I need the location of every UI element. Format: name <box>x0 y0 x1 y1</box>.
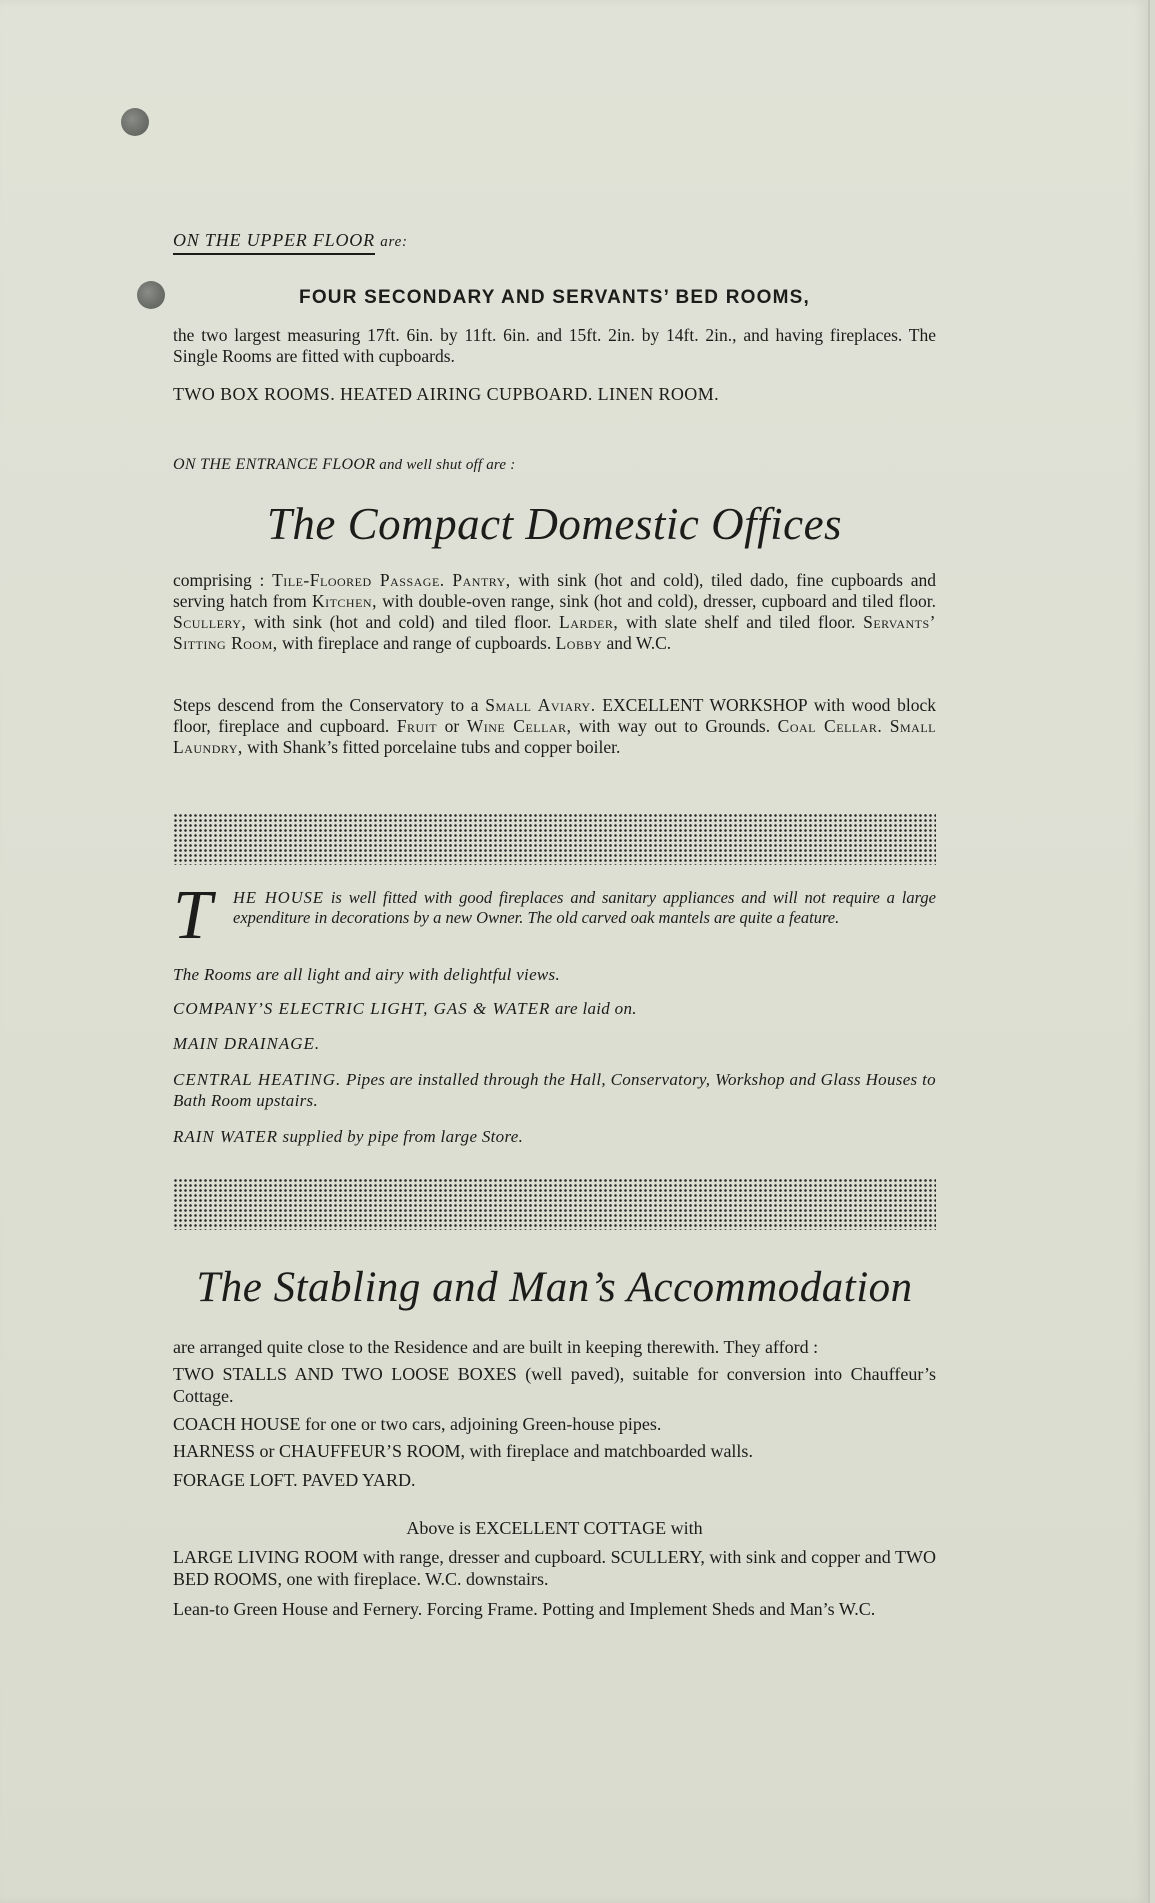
domestic-offices-title: The Compact Domestic Offices <box>266 499 843 549</box>
drop-cap: T <box>173 877 212 954</box>
main-drainage-line: MAIN DRAINAGE. <box>173 1034 321 1053</box>
punch-hole-middle <box>137 281 165 309</box>
bedrooms-description: the two largest measuring 17ft. 6in. by 11ft. 6in. and 15ft. 2in. by 14ft. 2in., and having fireplaces. The Single Rooms are fitted with cupboards. <box>173 325 936 366</box>
entrance-floor-heading: ON THE ENTRANCE FLOOR and well shut off are : <box>173 456 516 473</box>
stalls-line: TWO STALLS AND TWO LOOSE BOXES (well paved), suitable for conversion into Chauffeur’s Cottage. <box>173 1364 936 1406</box>
harness-room-line: HARNESS or CHAUFFEUR’S ROOM, with fireplace and matchboarded walls. <box>173 1441 753 1461</box>
dotted-divider-2 <box>173 1178 936 1230</box>
forage-loft-line: FORAGE LOFT. PAVED YARD. <box>173 1470 416 1490</box>
house-intro-paragraph: HE HOUSE is well fitted with good fireplaces and sanitary appliances and will not require a large expenditure in decorations by a new Owner. The old carved oak mantels are quite a feature. <box>233 888 936 927</box>
dotted-divider-1 <box>173 813 936 865</box>
cottage-description: LARGE LIVING ROOM with range, dresser and cupboard. SCULLERY, with sink and copper and TWO BED ROOMS, one with fireplace. W.C. downstairs. <box>173 1547 936 1589</box>
upper-floor-heading: ON THE UPPER FLOOR are: <box>173 230 936 251</box>
cottage-heading: Above is EXCELLENT COTTAGE with <box>406 1518 703 1538</box>
rain-water-line: RAIN WATER supplied by pipe from large Store. <box>173 1127 524 1146</box>
stabling-title: The Stabling and Man’s Accommodation <box>196 1264 913 1311</box>
electric-gas-water-line: COMPANY’S ELECTRIC LIGHT, GAS & WATER are laid on. <box>173 999 637 1018</box>
workshop-cellars-description: Steps descend from the Conservatory to a Small Aviary. EXCELLENT WORKSHOP with wood block floor, fireplace and cupboard. Fruit or Wine Cellar, with way out to Grounds. Coal Cellar. Small Laundry, with Shank’s fitted porcelaine tubs and copper boiler. <box>173 695 937 757</box>
coach-house-line: COACH HOUSE for one or two cars, adjoining Green-house pipes. <box>173 1414 662 1434</box>
upper-rooms-line: TWO BOX ROOMS. HEATED AIRING CUPBOARD. LINEN ROOM. <box>173 384 720 404</box>
central-heating-line: CENTRAL HEATING. Pipes are installed through the Hall, Conservatory, Workshop and Glass Houses to Bath Room upstairs. <box>173 1070 936 1110</box>
rooms-light-line: The Rooms are all light and airy with delightful views. <box>173 965 561 984</box>
stabling-intro: are arranged quite close to the Residence and are built in keeping therewith. They afford : <box>173 1337 819 1357</box>
punch-hole-top <box>121 108 149 136</box>
garden-buildings-line: Lean-to Green House and Fernery. Forcing Frame. Potting and Implement Sheds and Man’s W.C. <box>173 1599 876 1619</box>
bedrooms-heading: FOUR SECONDARY AND SERVANTS’ BED ROOMS, <box>299 287 810 308</box>
domestic-offices-description: comprising : Tile-Floored Passage. Pantry, with sink (hot and cold), tiled dado, fine cupboards and serving hatch from Kitchen, with double-oven range, sink (hot and cold), dresser, cupboard and tiled floor. Scullery, with sink (hot and cold) and tiled floor. Larder, with slate shelf and tiled floor. Servants’ Sitting Room, with fireplace and range of cupboards. Lobby and W.C. <box>173 570 937 653</box>
house-intro-block <box>173 877 936 958</box>
